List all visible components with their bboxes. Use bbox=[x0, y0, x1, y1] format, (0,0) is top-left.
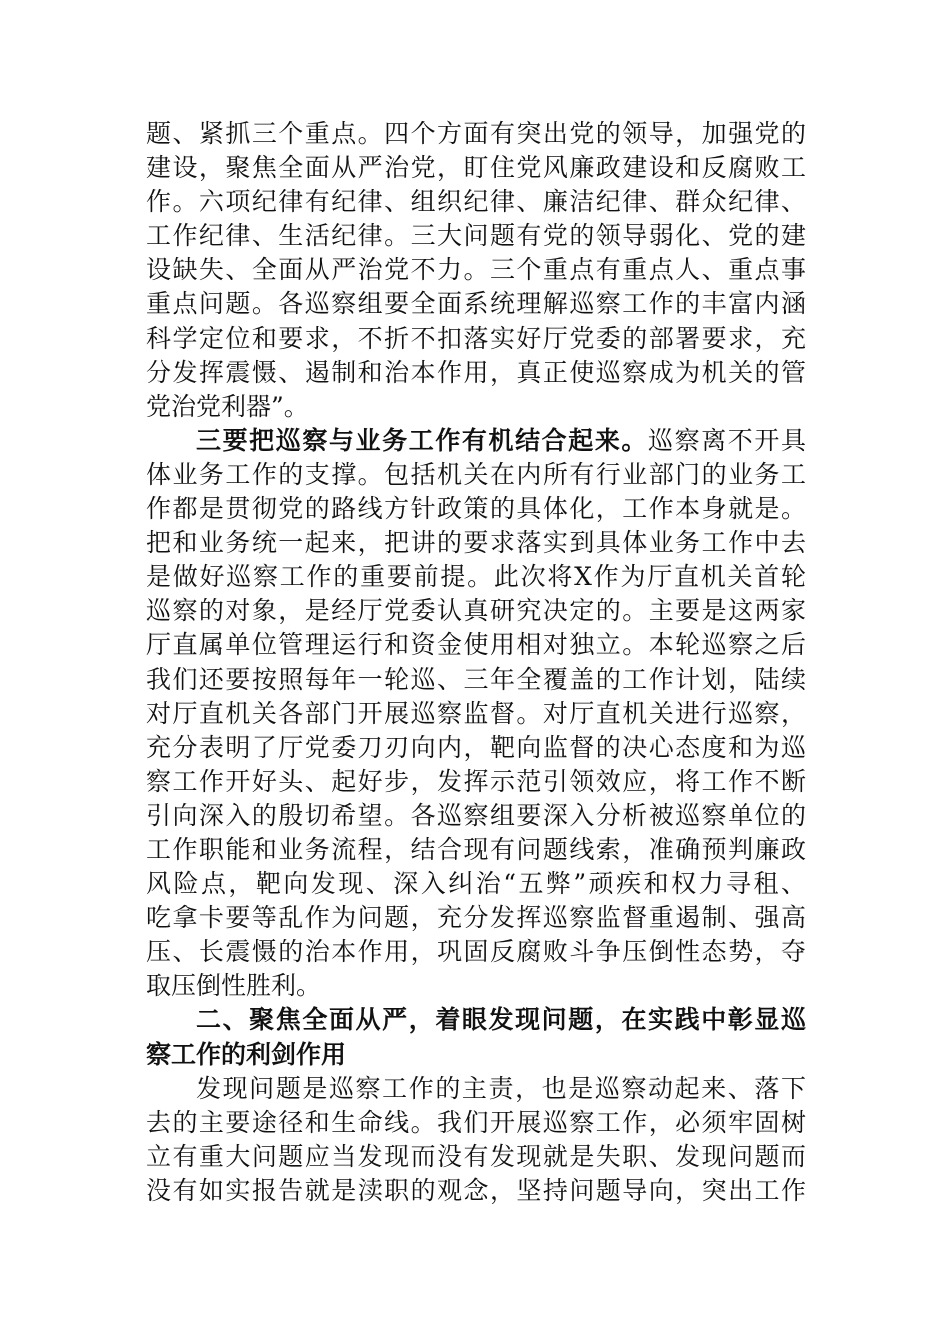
text-line: 工作职能和业务流程，结合现有问题线索，准确预判廉政 bbox=[146, 834, 806, 864]
paragraph-business-integration bbox=[146, 424, 806, 1004]
text-line: 吃拿卡要等乱作为问题，充分发挥巡察监督重遏制、强高 bbox=[146, 903, 806, 933]
text-line: 取压倒性胜利。 bbox=[146, 971, 322, 1001]
text-line: 科学定位和要求，不折不扣落实好厅党委的部署要求，充 bbox=[146, 323, 806, 353]
paragraph-first-line bbox=[146, 424, 806, 458]
text-line: 对厅直机关各部门开展巡察监督。对厅直机关进行巡察， bbox=[146, 698, 806, 728]
text-line: 重点问题。各巡察组要全面系统理解巡察工作的丰富内涵 bbox=[146, 289, 806, 319]
text-line: 厅直属单位管理运行和资金使用相对独立。本轮巡察之后 bbox=[146, 630, 806, 660]
section-heading bbox=[146, 1003, 806, 1071]
text-line: 设缺失、全面从严治党不力。三个重点有重点人、重点事 bbox=[146, 255, 806, 285]
text-line: 去的主要途径和生命线。我们开展巡察工作，必须牢固树 bbox=[146, 1107, 806, 1137]
text-line: 压、长震慑的治本作用，巩固反腐败斗争压倒性态势，夺 bbox=[146, 937, 806, 967]
text-line: 没有如实报告就是渎职的观念，坚持问题导向，突出工作 bbox=[146, 1175, 806, 1205]
text-line: 题、紧抓三个重点。四个方面有突出党的领导，加强党的 bbox=[146, 119, 806, 148]
text-line: 巡察的对象，是经厅党委认真研究决定的。主要是这两家 bbox=[146, 596, 806, 626]
section-heading-line: 察工作的利剑作用 bbox=[146, 1039, 347, 1069]
text-line: 察工作开好头、起好步，发挥示范引领效应，将工作不断 bbox=[146, 766, 806, 796]
text-line: 作都是贯彻党的路线方针政策的具体化，工作本身就是。 bbox=[146, 494, 806, 524]
paragraph-finding-problems bbox=[146, 1072, 806, 1208]
section-heading-line: 二、聚焦全面从严，着眼发现问题，在实践中彰显巡 bbox=[196, 1005, 806, 1035]
document-body bbox=[146, 117, 806, 1208]
text-line: 党治党利器”。 bbox=[146, 391, 309, 421]
text-line: 充分表明了厅党委刀刃向内，靶向监督的决心态度和为巡 bbox=[146, 732, 806, 762]
text-line: 体业务工作的支撑。包括机关在内所有行业部门的业务工 bbox=[146, 459, 806, 489]
text-line: 立有重大问题应当发现而没有发现就是失职、发现问题而 bbox=[146, 1141, 806, 1171]
text-line: 工作纪律、生活纪律。三大问题有党的领导弱化、党的建 bbox=[146, 221, 806, 251]
paragraph-continuation bbox=[146, 117, 806, 424]
paragraph-lead-rest: 巡察离不开具 bbox=[648, 425, 806, 455]
text-line: 是做好巡察工作的重要前提。此次将X作为厅直机关首轮 bbox=[146, 562, 806, 592]
text-line: 分发挥震慑、遏制和治本作用，真正使巡察成为机关的管 bbox=[146, 357, 806, 387]
text-line: 建设，聚焦全面从严治党，盯住党风廉政建设和反腐败工 bbox=[146, 153, 806, 183]
paragraph-lead-bold: 三要把巡察与业务工作有机结合起来。 bbox=[196, 425, 649, 455]
text-line: 我们还要按照每年一轮巡、三年全覆盖的工作计划，陆续 bbox=[146, 664, 806, 694]
text-line: 发现问题是巡察工作的主责，也是巡察动起来、落下 bbox=[196, 1073, 806, 1103]
text-line: 作。六项纪律有纪律、组织纪律、廉洁纪律、群众纪律、 bbox=[146, 187, 806, 217]
text-line: 风险点，靶向发现、深入纠治“五弊”顽疾和权力寻租、 bbox=[146, 869, 806, 899]
text-line: 引向深入的殷切希望。各巡察组要深入分析被巡察单位的 bbox=[146, 800, 806, 830]
text-line: 把和业务统一起来，把讲的要求落实到具体业务工作中去 bbox=[146, 528, 806, 558]
